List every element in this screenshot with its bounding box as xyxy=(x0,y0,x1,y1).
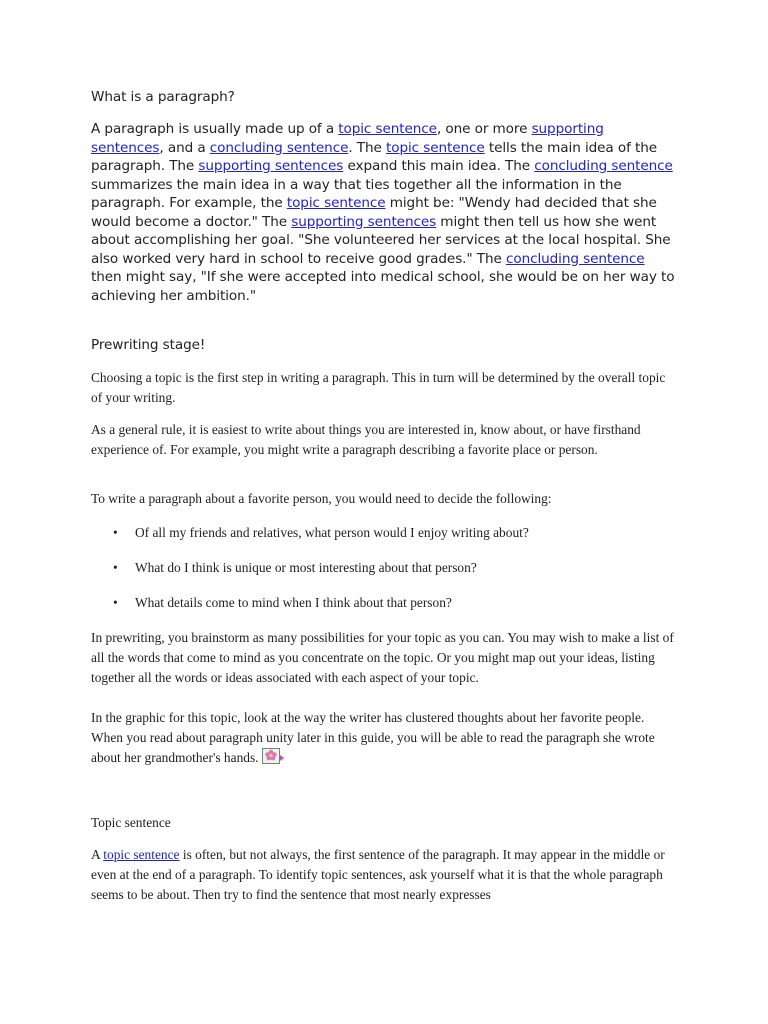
topic-text-2: is often, but not always, the first sentence of the paragraph. It may appear in the middle or even at the end of a paragraph. To identify topic sentences, ask yourself what it is that the whole paragraph seems to be about. Then try to find the sentence that most nearly expresses xyxy=(91,847,665,902)
prewriting-paragraph-1: Choosing a topic is the first step in writing a paragraph. This in turn will be determined by the overall topic of your writing. xyxy=(91,370,666,405)
intro-text-1: A paragraph is usually made up of a xyxy=(91,121,339,137)
prewriting-paragraph-3: To write a paragraph about a favorite person, you would need to decide the following: xyxy=(91,491,552,506)
topic-sentence-paragraph xyxy=(91,845,679,905)
intro-text-9: might then tell us how she went about accomplishing her goal. "She volunteered her services at the local hospital. She also worked very hard in school to receive good grades." The xyxy=(91,213,671,267)
prewriting-paragraph-4: In prewriting, you brainstorm as many possibilities for your topic as you can. You may wish to make a list of all the words that come to mind as you concentrate on the topic. Or you might map out your ideas, listing together all the words or ideas associated with each aspect of your topic. xyxy=(91,630,674,685)
intro-text-2: , one or more xyxy=(436,121,532,137)
link-concluding-sentence[interactable]: concluding sentence xyxy=(505,250,645,267)
link-concluding-sentence[interactable]: concluding sentence xyxy=(534,158,673,174)
intro-paragraph xyxy=(91,120,679,305)
flower-graphic-icon[interactable] xyxy=(262,748,280,764)
intro-text-8: might be: "Wendy had decided that she would become a doctor." The xyxy=(91,195,657,230)
intro-text-5: tells the main idea of the paragraph. The xyxy=(91,139,657,174)
bullet-icon: • xyxy=(113,595,118,610)
topic-text-1: A xyxy=(91,847,104,862)
heading-what-is-paragraph: What is a paragraph? xyxy=(91,89,235,105)
heading-topic-sentence: Topic sentence xyxy=(91,815,171,830)
link-topic-sentence[interactable]: topic sentence xyxy=(103,847,180,862)
link-concluding-sentence[interactable]: concluding sentence xyxy=(209,139,349,156)
bullet-icon: • xyxy=(113,525,118,540)
link-topic-sentence[interactable]: topic sentence xyxy=(286,195,386,211)
heading-prewriting-stage: Prewriting stage! xyxy=(91,337,206,353)
intro-text-6: expand this main idea. The xyxy=(343,158,535,174)
prewriting-paragraph-5 xyxy=(91,708,679,768)
prewriting-paragraph-5-text: In the graphic for this topic, look at the way the writer has clustered thoughts about her favorite people. When you read about paragraph unity later in this guide, you will be able to read the paragraph she wrote about her grandmother's hands. xyxy=(91,710,655,765)
intro-text-10: then might say, "If she were accepted into medical school, she would be on her way to achieving her ambition." xyxy=(91,269,675,304)
bullet-text: Of all my friends and relatives, what person would I enjoy writing about? xyxy=(135,525,529,540)
link-supporting-sentences[interactable]: supporting sentences xyxy=(198,158,344,174)
link-topic-sentence[interactable]: topic sentence xyxy=(386,139,485,156)
intro-text-4: . The xyxy=(348,139,386,156)
intro-text-3: , and a xyxy=(159,139,210,156)
bullet-text: What do I think is unique or most interesting about that person? xyxy=(135,560,477,575)
intro-text-7: summarizes the main idea in a way that ties together all the information in the paragraph. For example, the xyxy=(91,176,622,211)
link-supporting-sentences[interactable]: supporting sentences xyxy=(91,121,604,156)
bullet-icon: • xyxy=(113,560,118,575)
graphic-arrow-icon xyxy=(280,755,284,761)
bullet-text: What details come to mind when I think about that person? xyxy=(135,595,452,610)
prewriting-paragraph-2: As a general rule, it is easiest to write about things you are interested in, know about, or have firsthand experience of. For example, you might write a paragraph describing a favorite place or person. xyxy=(91,422,641,457)
link-topic-sentence[interactable]: topic sentence xyxy=(338,121,437,137)
link-supporting-sentences[interactable]: supporting sentences xyxy=(291,213,437,230)
